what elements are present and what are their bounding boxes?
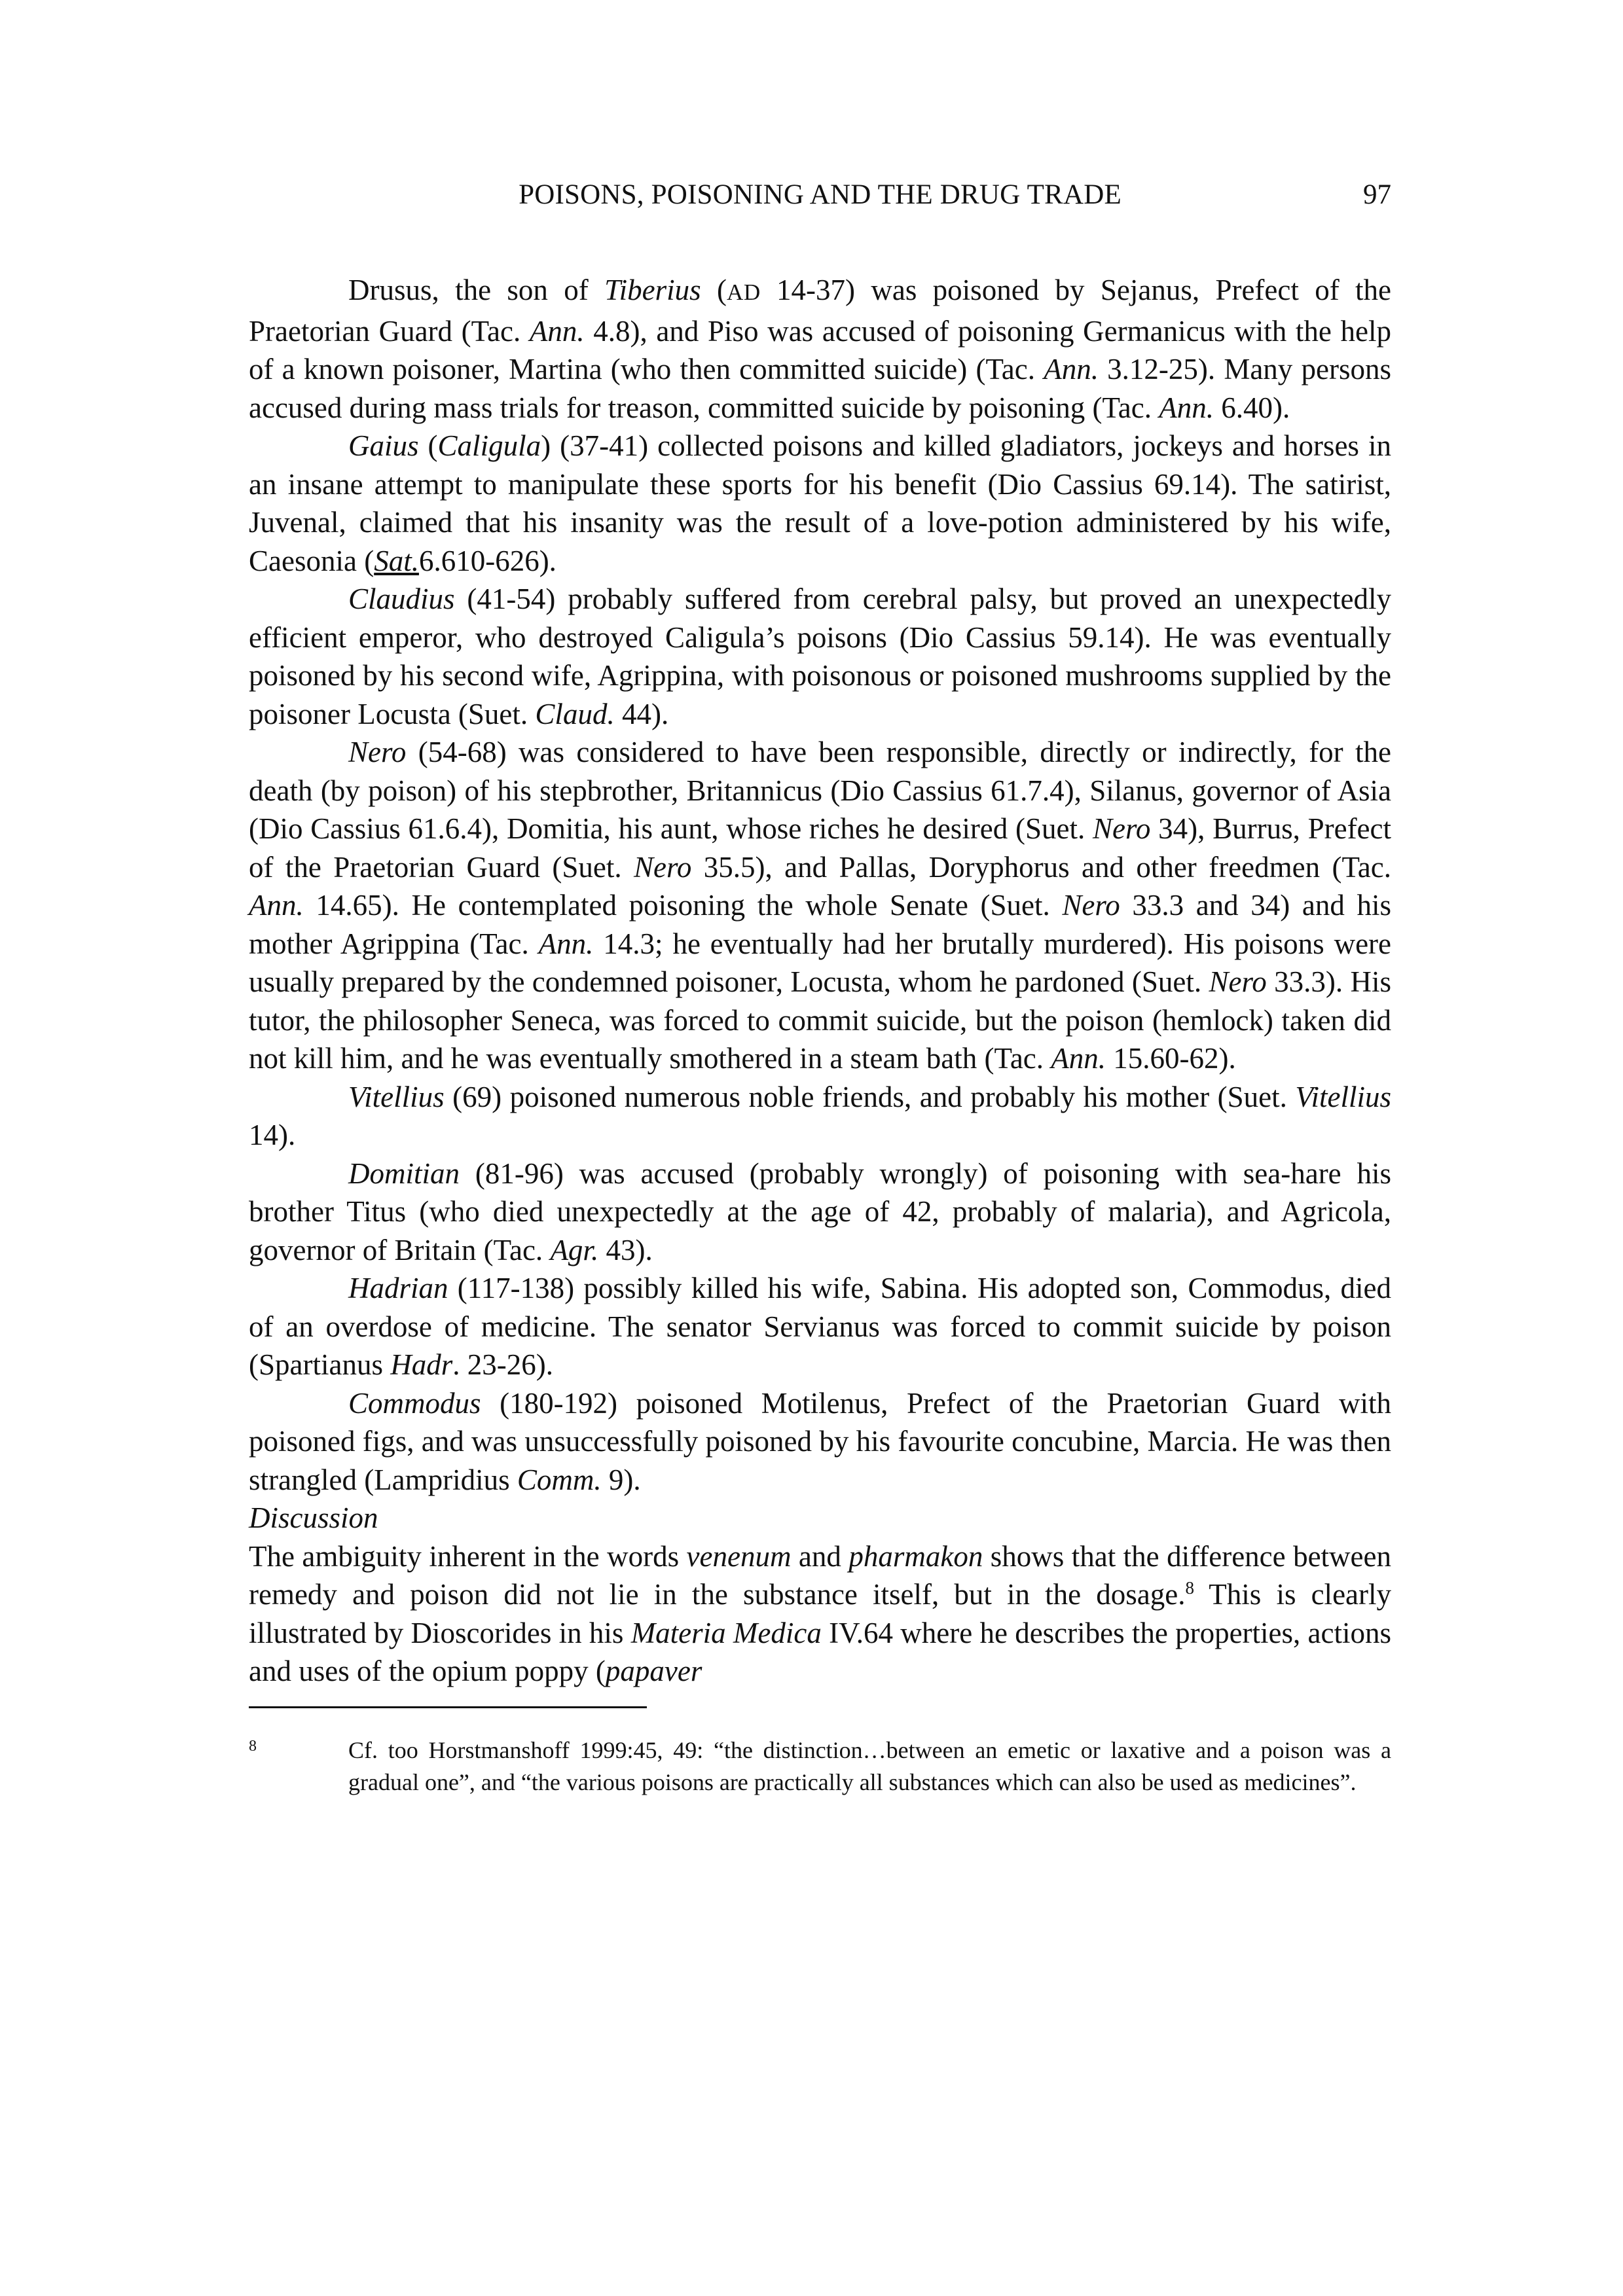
italic-text: Nero: [1209, 965, 1267, 998]
text-run: (54-68) was considered to have been responsible, directly or indirectly, for the death (by poison) of his stepbrother, Britannicus (Dio Cassius 61.7.4), Silanus, governor of Asia (Dio Cassius 61.6.4), Domitia, his aunt, whose riches he desired (Suet.: [249, 736, 1391, 845]
book-page: [249, 175, 1391, 1799]
paragraph-claudius: [249, 580, 1391, 733]
text-run: 33.3). His tutor, the philosopher Seneca, was forced to commit suicide, but the poison (hemlock) taken did not kill him, and he was eventually smothered in a steam bath (Tac.: [249, 965, 1392, 1075]
footnote-number: 8: [249, 1737, 257, 1755]
text-run: 4.8), and Piso was accused of poisoning Germanicus with the help of a known poisoner, Martina (who then committed suicide) (Tac.: [249, 314, 1392, 386]
italic-text: Claud.: [535, 697, 615, 730]
body-text: [249, 271, 1391, 1691]
italic-text: Ann.: [1044, 353, 1099, 386]
page-number: 97: [1363, 179, 1391, 210]
paragraph-discussion: [249, 1537, 1391, 1691]
paragraph-vitellius: [249, 1078, 1391, 1155]
footnote-reference: 8: [1185, 1578, 1194, 1598]
italic-text: Caligula: [437, 429, 541, 462]
running-title: POISONS, POISONING AND THE DRUG TRADE: [519, 179, 1122, 210]
text-run: 6.40).: [1214, 391, 1290, 424]
italic-text: Nero: [634, 850, 692, 884]
italic-text: Ann.: [249, 889, 304, 922]
text-run: 15.60-62).: [1106, 1042, 1236, 1075]
footnote-divider: [249, 1706, 647, 1708]
text-run: . 23-26).: [452, 1348, 553, 1381]
text-run: The ambiguity inherent in the words: [249, 1539, 687, 1573]
text-run: shows that the difference between remedy and poison did not lie in the substance itself, but in the dosage.: [249, 1539, 1391, 1611]
small-caps-text: AD: [727, 279, 761, 305]
italic-text: Materia Medica: [630, 1616, 822, 1649]
italic-text: Ann.: [1159, 391, 1214, 424]
text-run: 43).: [598, 1233, 653, 1266]
italic-text: Vitellius: [1295, 1080, 1391, 1113]
italic-text: Agr.: [550, 1233, 599, 1266]
text-run: (: [701, 274, 727, 306]
italic-text: Ann.: [538, 927, 594, 960]
text-run: 44).: [614, 697, 669, 730]
text-run: (117-138) possibly killed his wife, Sabina. His adopted son, Commodus, died of an overdose of medicine. The senator Servianus was forced to commit suicide by poison (Spartianus: [249, 1272, 1391, 1381]
section-heading-discussion: Discussion: [249, 1501, 378, 1534]
italic-text: Domitian: [348, 1157, 460, 1190]
italic-text: Claudius: [348, 583, 455, 615]
text-run: 34), Burrus, Prefect of the Praetorian Guard (Suet.: [249, 812, 1391, 884]
text-run: (180-192) poisoned Motilenus, Prefect of the Praetorian Guard with poisoned figs, and was unsuccessfully poisoned by his favourite concubine, Marcia. He was then strangled (Lampridius: [249, 1386, 1391, 1496]
italic-text: Commodus: [348, 1386, 481, 1420]
italic-text: papaver: [605, 1655, 702, 1687]
text-run: 6.610-626).: [418, 544, 556, 577]
italic-text: venenum: [686, 1539, 792, 1573]
text-run: This is clearly illustrated by Dioscorides in his: [249, 1578, 1391, 1649]
paragraph-drusus: [249, 271, 1391, 427]
text-run: IV.64 where he describes the properties, actions and uses of the opium poppy (: [249, 1616, 1391, 1687]
paragraph-nero: [249, 733, 1391, 1078]
italic-text: Gaius: [348, 429, 419, 462]
italic-text: Nero: [348, 736, 407, 768]
italic-text: Nero: [1093, 812, 1151, 845]
italic-text: Sat.: [374, 544, 419, 577]
footnote-text: Cf. too Horstmanshoff 1999:45, 49: “the distinction…between an emetic or laxative and a poison was a gradual one”, and “the various poisons are practically all substances which can also be used as medicines”.: [348, 1736, 1391, 1795]
italic-text: Vitellius: [348, 1080, 445, 1113]
italic-text: Nero: [1062, 889, 1120, 922]
text-run: 35.5), and Pallas, Doryphorus and other freedmen (Tac.: [691, 850, 1391, 884]
text-run: (69) poisoned numerous noble friends, and probably his mother (Suet.: [444, 1080, 1296, 1113]
text-run: (41-54) probably suffered from cerebral palsy, but proved an unexpectedly efficient emperor, who destroyed Caligula’s poisons (Dio Cassius 59.14). He was eventually poisoned by his second wife, Agrippina, with poisonous or poisoned mushrooms supplied by the poisoner Locusta (Suet.: [249, 583, 1391, 730]
italic-text: Comm.: [517, 1463, 602, 1496]
text-run: 14).: [249, 1119, 296, 1151]
text-run: 14.3; he eventually had her brutally murdered). His poisons were usually prepared by the condemned poisoner, Locusta, whom he pardoned (Suet.: [249, 927, 1391, 998]
italic-text: Ann.: [1051, 1042, 1106, 1075]
paragraph-commodus: [249, 1384, 1391, 1499]
paragraph-gaius: [249, 427, 1391, 580]
text-run: ) (37-41) collected poisons and killed gladiators, jockeys and horses in an insane attempt to manipulate these sports for his benefit (Dio Cassius 69.14). The satirist, Juvenal, claimed that his insanity was the result of a love-potion administered by his wife, Caesonia (: [249, 429, 1391, 577]
italic-text: Ann.: [529, 314, 585, 348]
footnote: [249, 1734, 1391, 1799]
page-header: [249, 175, 1391, 215]
text-run: 3.12-25). Many persons accused during mass trials for treason, committed suicide by poisoning (Tac.: [249, 353, 1391, 424]
paragraph-hadrian: [249, 1269, 1391, 1384]
text-run: 33.3 and 34) and his mother Agrippina (Tac.: [249, 889, 1392, 960]
text-run: and: [791, 1539, 849, 1573]
text-run: Drusus, the son of: [348, 274, 605, 306]
text-run: 9).: [601, 1463, 641, 1496]
italic-text: pharmakon: [848, 1539, 983, 1573]
paragraph-domitian: [249, 1155, 1391, 1270]
italic-text: Hadr: [390, 1348, 453, 1381]
text-run: 14-37) was poisoned by Sejanus, Prefect of the Praetorian Guard (Tac.: [249, 274, 1392, 348]
italic-text: Tiberius: [604, 274, 701, 306]
text-run: 14.65). He contemplated poisoning the whole Senate (Suet.: [303, 889, 1063, 922]
italic-text: Hadrian: [348, 1272, 448, 1304]
text-run: (: [418, 429, 438, 462]
text-run: (81-96) was accused (probably wrongly) of poisoning with sea-hare his brother Titus (who died unexpectedly at the age of 42, probably of malaria), and Agricola, governor of Britain (Tac.: [249, 1157, 1391, 1266]
